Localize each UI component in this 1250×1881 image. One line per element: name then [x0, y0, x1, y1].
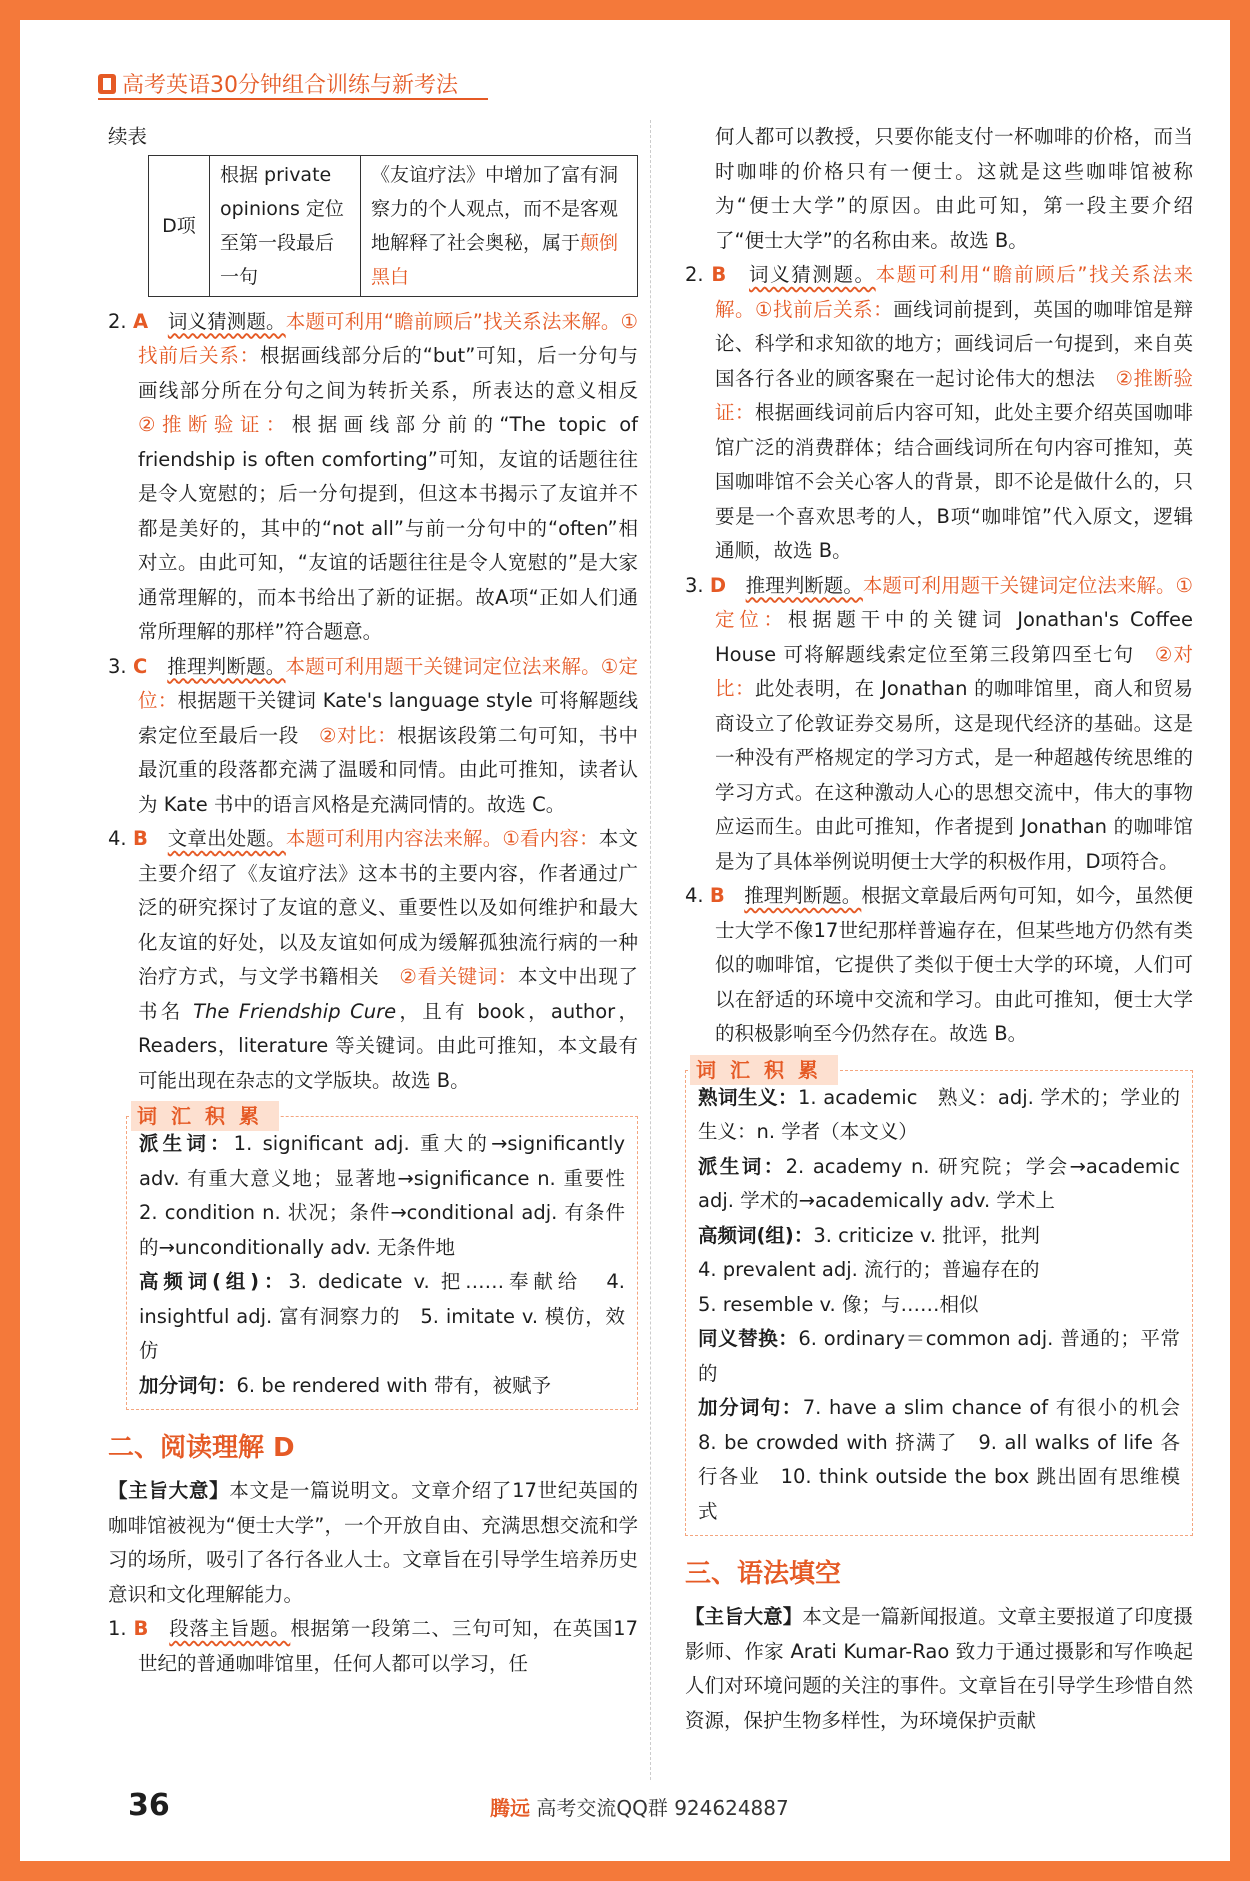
vocab-line: 熟词生义：1. academic 熟义：adj. 学术的；学业的 生义：n. 学者（本文义） — [698, 1085, 1200, 1143]
vocab-line: 5. resemble v. 像；与……相似 — [698, 1292, 979, 1316]
answer-2: 2. A 词义猜测题。本题可利用“瞻前顾后”找关系法来解。①找前后关系：根据画线部分后的“but”可知，后一分句与画线部分所在分句之间为转折关系，所表达的意义相反 ②推断验证：根据画线部分前的“The topic of friendship is often comforting”可知，友谊的话题往往是令人宽慰的；后一分句提到，但这本书揭示了友谊并不都是美好的，其中的“not all”与前一分句中的“often”相对立。由此可知，“友谊的话题往往是令人宽慰的”是大家通常理解的，而本书给出了新的证据。故A项“正如人们通常所理解的那样”符合题意。 — [108, 309, 639, 643]
reading-answer-3: 3. D 推理判断题。本题可利用题干关键词定位法来解。①定位：根据题干中的关键词 Jonathan's Coffee House 可将解题线索定位至第三段第四至七句 ②对比：此处表明，在 Jonathan 的咖啡馆里，商人和贸易商设立了伦敦证券交易所，这是现代经济的基础。这是一种没有严格规定的学习方式，是一种超越传统思维的学习方式。在这种激动人心的思想交流中，伟大的事物应运而生。由此可推知，作者提到 Jonathan 的咖啡馆是为了具体举例说明便士大学的积极作用，D项符合。 — [685, 573, 1194, 873]
vocab-line: 高频词(组)：3. criticize v. 批评，批判 — [698, 1223, 1040, 1247]
vocab-title: 词汇积累 — [690, 1055, 838, 1085]
vocab-box-left — [126, 1104, 645, 1410]
reading-answer-2: 2. B 词义猜测题。本题可利用“瞻前顾后”找关系法来解。①找前后关系：画线词前提到，英国的咖啡馆是辩论、科学和求知欲的地方；画线词后一句提到，来自英国各行各业的顾客聚在一起讨论伟大的想法 ②推断验证：根据画线词前后内容可知，此处主要介绍英国咖啡馆广泛的消费群体；结合画线词所在句内容可推知，英国咖啡馆不会关心客人的背景，即不论是做什么的，只要是一个喜欢思考的人，B项“咖啡馆”代入原文，逻辑通顺，故选 B。 — [685, 263, 1193, 562]
vocab-box-right — [685, 1057, 1200, 1537]
vocab-title: 词汇积累 — [131, 1101, 279, 1131]
table-tag: 颠倒黑白 — [371, 231, 619, 288]
reading-answer-1: 1. B 段落主旨题。根据第一段第二、三句可知，在英国17世纪的普通咖啡馆里，任何人都可以学习，任 — [108, 1617, 638, 1675]
main-idea: 【主旨大意】本文是一篇说明文。文章介绍了17世纪英国的咖啡馆被视为“便士大学”，一个开放自由、充满思想交流和学习的场所，吸引了各行各业人士。文章旨在引导学生培养历史意识和文化理解能力。 — [108, 1479, 638, 1606]
left-column — [108, 120, 645, 1681]
table-location: 根据 private opinions 定位至第一段最后一句 — [210, 155, 361, 296]
answer-3: 3. C 推理判断题。本题可利用题干关键词定位法来解。①定位：根据题干关键词 Kate's language style 可将解题线索定位至最后一段 ②对比：根据该段第二句可知，书中最沉重的段落都充满了温暖和同情。由此可推知，读者认为 Kate 书中的语言风格是充满同情的。故选 C。 — [108, 654, 638, 816]
continued-label: 续表 — [108, 125, 148, 148]
vocab-line: 派生词：1. significant adj. 重大的→significantly adv. 有重大意义地；显著地→significance n. 重要性 2. condition n. 状况；条件→conditional adj. 有条件的→unconditionally adv. 无条件地 — [139, 1132, 645, 1259]
page-number: 36 — [128, 1788, 170, 1823]
right-column — [685, 120, 1200, 1738]
vocab-line: 同义替换：6. ordinary＝common adj. 普通的；平常的 — [698, 1327, 1180, 1385]
brand-logo: 腾远 — [490, 1796, 530, 1820]
book-icon — [98, 74, 116, 94]
main-idea: 【主旨大意】本文是一篇新闻报道。文章主要报道了印度摄影师、作家 Arati Kumar-Rao 致力于通过摄影和写作唤起人们对环境问题的关注的事件。文章旨在引导学生珍惜自然资源，保护生物多样性，为环境保护贡献 — [685, 1605, 1193, 1732]
vocab-line: 派生词：2. academy n. 研究院；学会→academic adj. 学术的→academically adv. 学术上 — [698, 1154, 1180, 1212]
table-explanation: 《友谊疗法》中增加了富有洞察力的个人观点，而不是客观地解释了社会奥秘，属于颠倒黑白 — [361, 155, 638, 296]
vocab-line: 高频词(组)：3. dedicate v. 把……奉献给 4. insightful adj. 富有洞察力的 5. imitate v. 模仿，效仿 — [139, 1270, 626, 1362]
footer-text: 高考交流QQ群 924624887 — [536, 1796, 789, 1820]
section-heading-reading-d: 二、阅读理解 D — [108, 1433, 295, 1463]
vocab-line: 4. prevalent adj. 流行的；普遍存在的 — [698, 1258, 1040, 1281]
page — [20, 20, 1230, 1861]
vocab-line: 加分词句：6. be rendered with 带有，被赋予 — [139, 1373, 551, 1397]
footer — [490, 1792, 789, 1821]
answer-1-continued: 何人都可以教授，只要你能支付一杯咖啡的价格，而当时咖啡的价格只有一便士。这就是这些咖啡馆被称为“便士大学”的原因。由此可知，第一段主要介绍了“便士大学”的名称由来。故选 B。 — [715, 125, 1193, 252]
option-table — [148, 155, 638, 297]
reading-answer-4: 4. B 推理判断题。根据文章最后两句可知，如今，虽然便士大学不像17世纪那样普遍存在，但某些地方仍然有类似的咖啡馆，它提供了类似于便士大学的环境，人们可以在舒适的环境中交流和学习。由此可推知，便士大学的积极影响至今仍然存在。故选 B。 — [685, 884, 1193, 1045]
column-divider — [650, 120, 651, 1780]
header-underline — [98, 98, 488, 100]
vocab-line: 加分词句：7. have a slim chance of 有很小的机会 8. be crowded with 挤满了 9. all walks of life 各行各业 10. think outside the box 跳出固有思维模式 — [698, 1396, 1200, 1523]
answer-4: 4. B 文章出处题。本题可利用内容法来解。①看内容：本文主要介绍了《友谊疗法》这本书的主要内容，作者通过广泛的研究探讨了友谊的意义、重要性以及如何维护和最大化友谊的好处，以及友谊如何成为缓解孤独流行病的一种治疗方式，与文学书籍相关 ②看关键词：本文中出现了书名 The Friendship Cure，且有 book，author，Readers，literature 等关键词。由此可推知，本文最有可能出现在杂志的文学版块。故选 B。 — [108, 827, 638, 1092]
header — [98, 68, 458, 99]
header-title: 高考英语30分钟组合训练与新考法 — [122, 73, 458, 98]
table-option-label: D项 — [149, 155, 210, 296]
section-heading-grammar: 三、语法填空 — [685, 1559, 842, 1589]
